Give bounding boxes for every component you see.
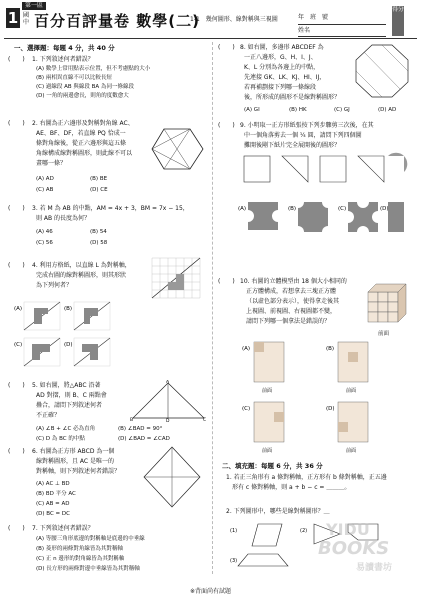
- kite-figure: [140, 444, 204, 510]
- question-line: 角線構成線對稱圖形，則此線不可以: [36, 150, 133, 157]
- q10-option-label: (B): [326, 346, 335, 352]
- svg-text:(C): (C): [14, 342, 23, 348]
- question-line: K、L 分別為各邊上的中點，: [244, 64, 320, 71]
- header-rule: [298, 24, 386, 25]
- option-a: (A) 等腰三角形底邊的對稱軸是底邊的中垂線: [36, 536, 145, 542]
- svg-text:(1): (1): [230, 528, 238, 534]
- watermark: [326, 520, 370, 539]
- option-b: (B) 54: [90, 229, 107, 235]
- question-line: 正方體構成，若想拿去三塊正方體: [246, 288, 337, 295]
- svg-text:D: D: [166, 419, 170, 422]
- question-line: 先連接 GK、LK、KJ、HI、IJ，: [244, 74, 326, 81]
- question-line: 1. 若正三角形有 a 條對稱軸，正方形有 b 條對稱軸，正五邊: [226, 474, 387, 481]
- option-d: (D) 一角的兩邊愈長，則角的度數愈大: [36, 93, 129, 99]
- option-c: (C) 正 n 邊形的對角線皆為其對稱軸: [36, 556, 125, 562]
- footer-note: ※背面尚有試題: [189, 588, 232, 595]
- svg-text:(D): (D): [380, 206, 389, 212]
- answer-paren: ( ): [8, 120, 25, 127]
- option-c: (C) AB: [36, 187, 54, 193]
- octagon-figure: [352, 42, 412, 100]
- front-caption: 前面: [262, 448, 273, 454]
- question-line: 5. 如右圖，將△ABC 沿著: [32, 382, 101, 389]
- question-line: 8. 如右圖，多邊形 ABCDEF 為: [240, 44, 324, 51]
- q10-options: [238, 338, 410, 456]
- watermark-line: YIDU: [326, 520, 370, 539]
- question-line: 線對稱圖形，且 AC 是唯一的: [36, 458, 115, 465]
- option-c: (C) 過線段 AB 與線段 BA 為同一條線段: [36, 84, 134, 90]
- question-line: 後，所形成的圖形不是線對稱圖形？: [244, 94, 341, 101]
- question-line: 攤開後剛下紙片完全展開後的圖形？: [244, 142, 341, 149]
- question-line: 6. 右圖為正方形 ABCD 為一個: [32, 448, 115, 455]
- question-stem: 1. 下列敘述何者錯誤？: [32, 56, 94, 63]
- question-line: AD 對摺，則 B、C 兩點會: [36, 392, 107, 399]
- q10-option-label: (A): [242, 346, 251, 352]
- question-line: 對稱軸，則下列敘述何者錯誤？: [36, 468, 121, 475]
- svg-text:(D): (D): [64, 342, 73, 348]
- option-c: (C) 56: [36, 240, 53, 246]
- answer-paren: ( ): [8, 56, 25, 63]
- answer-paren: ( ): [8, 382, 25, 389]
- section-title: 一、選擇題：每題 4 分，共 40 分: [14, 44, 115, 52]
- option-d: (D) 長方形的兩條對邊中垂線皆為其對稱軸: [36, 566, 140, 572]
- answer-paren: ( ): [218, 122, 235, 129]
- watermark-line: 易讀書坊: [356, 563, 393, 573]
- option-b: (B) HK: [289, 107, 307, 113]
- option-c: (C) GJ: [334, 107, 350, 113]
- grade-label: 國中: [23, 12, 30, 26]
- page-header: [0, 0, 421, 38]
- question-line: 7. 下列敘述何者錯誤？: [32, 525, 94, 532]
- svg-text:(C): (C): [338, 206, 347, 212]
- option-a: (A) AC ⊥ BD: [36, 481, 70, 487]
- option-d: (D) ∠BAD = ∠CAD: [118, 436, 170, 442]
- answer-paren: ( ): [8, 525, 25, 532]
- answer-paren: ( ): [218, 44, 235, 51]
- folding-figure: [238, 152, 410, 264]
- question-line: 疊合，請問下列敘述何者: [36, 402, 103, 409]
- question-line: （以虛色部分表示），使得拿走後其: [246, 298, 340, 305]
- q4-options: [14, 300, 209, 368]
- score-tab: 得分: [392, 6, 404, 36]
- question-line: 形有 c 條對稱軸，則 a + b − c = ＿＿＿。: [232, 484, 351, 491]
- question-line: 10. 右圖的立體模型由 18 個大小相同的: [240, 278, 347, 285]
- svg-text:(B): (B): [288, 206, 297, 212]
- question-line: 2. 下列圖形中，哪些是線對稱圖形？＿: [226, 508, 330, 515]
- option-b: (B) BD 平分 AC: [36, 491, 76, 497]
- header-divider: [4, 38, 417, 39]
- option-c: (C) D 為 BC 的中點: [36, 436, 85, 442]
- page-title: 百分百評量卷 數學(二): [34, 12, 200, 30]
- svg-text:A: A: [166, 380, 170, 385]
- front-caption: 前面: [346, 388, 357, 394]
- question-line: 2. 右圖為正六邊形及對稱對角線 AC、: [32, 120, 134, 127]
- option-a: (A) AD: [36, 176, 54, 182]
- option-a: (A) 46: [36, 229, 53, 235]
- svg-text:(A): (A): [238, 206, 247, 212]
- question-line: 上視圖、前視圖、右視圖都不變，: [246, 308, 337, 315]
- q10-option-label: (D): [326, 406, 335, 412]
- question-line: 一正八邊形，G、H、I、J、: [244, 54, 317, 61]
- question-line: 9. 小明取一正方形紙張按下列步驟剪三次後，在其: [240, 122, 374, 129]
- option-d: (D) CE: [90, 187, 108, 193]
- option-d: (D) AD: [378, 107, 397, 113]
- question-line: 完成右圖的線對稱圖形，則其形狀: [36, 272, 127, 279]
- logo-number: 1: [7, 9, 19, 27]
- question-line: 若再補劃接下列哪一條線段: [244, 84, 317, 91]
- class-label: 年 班 號: [298, 14, 329, 21]
- svg-text:B: B: [130, 418, 134, 422]
- front-label: 前面: [378, 331, 390, 337]
- svg-text:(B): (B): [64, 306, 73, 312]
- option-b: (B) BE: [90, 176, 108, 182]
- front-caption: 前面: [262, 388, 273, 394]
- question-line: 畫哪一條？: [36, 160, 67, 167]
- answer-paren: ( ): [8, 448, 25, 455]
- option-a: (A) 數學上常用點表示位置，但不考慮點的大小: [36, 66, 151, 72]
- header-rule: [298, 36, 386, 37]
- front-caption: 前面: [346, 448, 357, 454]
- grid-figure: [150, 256, 202, 300]
- name-label: 姓名: [298, 27, 311, 34]
- section-title: 二、填充題：每題 6 分，共 36 分: [222, 462, 323, 470]
- answer-paren: ( ): [8, 205, 25, 212]
- watermark-line: BOOKS: [318, 538, 390, 559]
- option-c: (C) AB = AD: [36, 501, 70, 507]
- svg-text:(3): (3): [230, 558, 238, 564]
- option-a: (A) ∠B + ∠C 必為直角: [36, 426, 96, 432]
- lesson-title: 1-1 幾何圖形、線對稱與三視圖: [190, 16, 278, 23]
- triangle-figure: [130, 380, 208, 422]
- option-d: (D) BC = DC: [36, 511, 70, 517]
- watermark: [356, 560, 392, 573]
- question-line: 3. 若 M 為 AB 的中點，AM = 4x + 3，BM = 7x − 15，: [32, 205, 189, 212]
- answer-paren: ( ): [8, 262, 25, 269]
- question-line: 則 AB 的長度為何？: [36, 215, 91, 222]
- option-b: (B) 菱形的兩條對角線皆為其對稱軸: [36, 546, 123, 552]
- option-d: (D) 58: [90, 240, 108, 246]
- watermark: [318, 538, 389, 559]
- question-line: 請問下列哪一個拿法是錯誤的？: [246, 318, 331, 325]
- question-line: 為下列何者？: [36, 282, 73, 289]
- option-b: (B) 兩相異直線不可以比較長短: [36, 75, 112, 81]
- answer-paren: ( ): [218, 278, 235, 285]
- q10-option-label: (C): [242, 406, 251, 412]
- question-line: AE、BF、DF，若直線 PQ 恰成一: [36, 130, 126, 137]
- svg-text:C: C: [203, 418, 207, 422]
- hexagon-figure: [150, 125, 205, 173]
- series-tag: 第一區: [22, 2, 46, 10]
- svg-text:(2): (2): [300, 528, 308, 534]
- column-divider: [212, 42, 213, 574]
- question-line: 中一個角落剪去一個 ¼ 圓，請問下列四個圖: [244, 132, 362, 139]
- question-line: 條對角線後，從正六邊形與這五條: [36, 140, 127, 147]
- cube-model-figure: [364, 280, 412, 328]
- question-line: 4. 利用方格紙，以直線 L 為對稱軸，: [32, 262, 131, 269]
- option-b: (B) ∠BAD = 90°: [118, 426, 163, 432]
- svg-text:(A): (A): [14, 306, 23, 312]
- question-line: 不正確？: [36, 412, 61, 419]
- option-a: (A) GI: [244, 107, 260, 113]
